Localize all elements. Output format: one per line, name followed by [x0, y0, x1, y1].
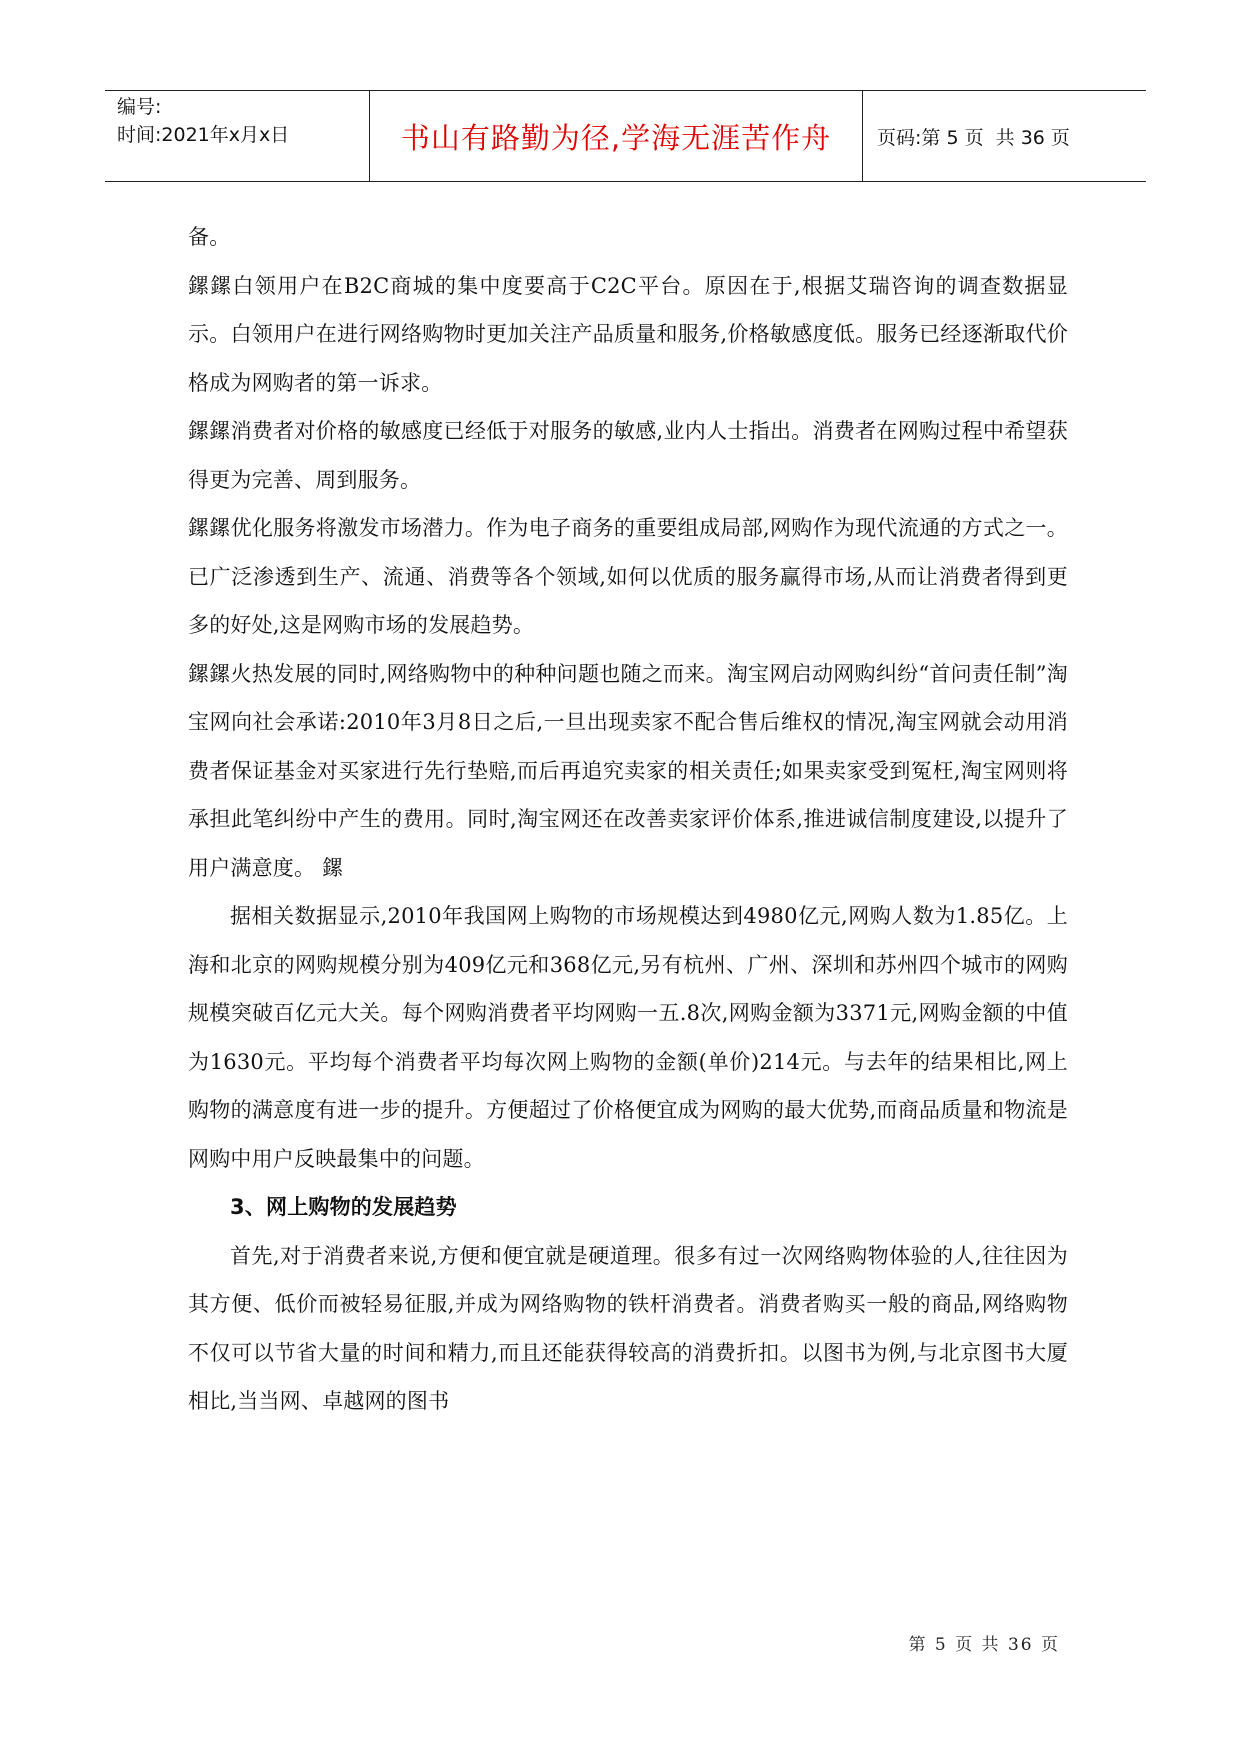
paragraph: 备。 — [188, 225, 231, 249]
number-label: 编号: — [117, 96, 162, 118]
time-label: 时间:2021年x月x日 — [117, 124, 290, 146]
header-meta — [117, 93, 289, 149]
document-body — [188, 213, 1068, 1426]
paragraph: 首先,对于消费者来说,方便和便宜就是硬道理。很多有过一次网络购物体验的人,往往因为其方便、低价而被轻易征服,并成为网络购物的铁杆消费者。消费者购买一般的商品,网络购物不仅可以节省大量的时间和精力,而且还能获得较高的消费折扣。以图书为例,与北京图书大厦相比,当当网、卓越网的图书 — [188, 1243, 1068, 1413]
paragraph: 鏍鏍火热发展的同时,网络购物中的种种问题也随之而来。淘宝网启动网购纠纷“首问责任制”淘宝网向社会承诺:2010年3月8日之后,一旦出现卖家不配合售后维权的情况,淘宝网就会动用消费者保证基金对买家进行先行垫赔,而后再追究卖家的相关责任;如果卖家受到冤枉,淘宝网则将承担此笔纠纷中产生的费用。同时,淘宝网还在改善卖家评价体系,推进诚信制度建设,以提升了用户满意度。 鏍 — [188, 661, 1068, 880]
page-header — [105, 90, 1146, 182]
paragraph: 鏍鏍白领用户在B2C商城的集中度要高于C2C平台。原因在于,根据艾瑞咨询的调查数据显示。白领用户在进行网络购物时更加关注产品质量和服务,价格敏感度低。服务已经逐渐取代价格成为网购者的第一诉求。 — [188, 273, 1068, 395]
header-page-info: 页码:第 5 页 共 36 页 — [877, 127, 1070, 149]
header-divider — [369, 91, 370, 182]
header-motto: 书山有路勤为径,学海无涯苦作舟 — [400, 121, 832, 155]
section-heading: 3、网上购物的发展趋势 — [230, 1195, 457, 1219]
paragraph: 据相关数据显示,2010年我国网上购物的市场规模达到4980亿元,网购人数为1.85亿。上海和北京的网购规模分别为409亿元和368亿元,另有杭州、广州、深圳和苏州四个城市的网购规模突破百亿元大关。每个网购消费者平均网购一五.8次,网购金额为3371元,网购金额的中值为1630元。平均每个消费者平均每次网上购物的金额(单价)214元。与去年的结果相比,网上购物的满意度有进一步的提升。方便超过了价格便宜成为网购的最大优势,而商品质量和物流是网购中用户反映最集中的问题。 — [188, 904, 1068, 1171]
paragraph: 鏍鏍消费者对价格的敏感度已经低于对服务的敏感,业内人士指出。消费者在网购过程中希望获得更为完善、周到服务。 — [188, 419, 1068, 492]
header-divider — [862, 91, 863, 182]
paragraph: 鏍鏍优化服务将激发市场潜力。作为电子商务的重要组成局部,网购作为现代流通的方式之一。已广泛渗透到生产、流通、消费等各个领域,如何以优质的服务赢得市场,从而让消费者得到更多的好处,这是网购市场的发展趋势。 — [188, 516, 1068, 637]
page-footer: 第 5 页 共 36 页 — [908, 1635, 1060, 1655]
